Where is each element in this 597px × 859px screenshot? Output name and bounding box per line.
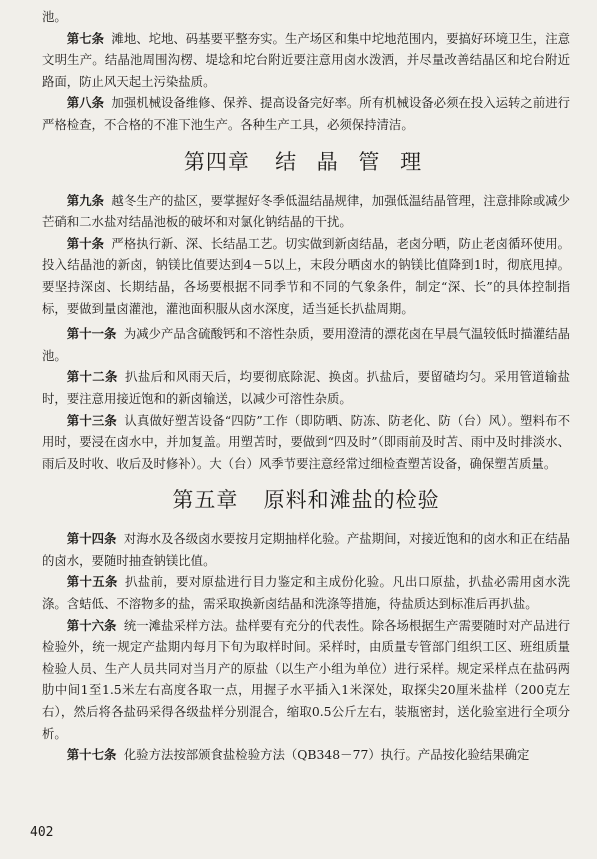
article-number: 第十六条 (66, 617, 117, 633)
article-text: 统一滩盐采样方法。盐样要有充分的代表性。除各场根据生产需要随时对产品进行检验外，统一规定产盐期内每月下旬为取样时间。采样时，由质量专管部门组织工区、班组质量检验人员、生产人员共同对当月产的原盐（以生产小组为单位）进行采样。规定采样点在盐码两肋中间1至1.5米左右高度各取一点，用握子水平插入1米深处，取探尖20厘米盐样（200克左右），然后将各盐码采得各级盐样分别混合，缩取0.5公斤左右，装瓶密封，送化验室进行全项分析。 (42, 617, 571, 741)
article-number: 第七条 (66, 30, 104, 46)
article-text: 滩地、坨地、码基要平整夯实。生产场区和集中坨地范围内，要搞好环境卫生，注意文明生产。结晶池周围沟楞、堤埝和坨台附近要注意用卤水泼洒，并尽量改善结晶区和坨台附近路面，防止风天起土污染盐质。 (42, 30, 571, 89)
chapter-title: 结 晶 管 理 (275, 149, 429, 174)
page-body (42, 6, 570, 766)
article-text: 对海水及各级卤水要按月定期抽样化验。产盐期间，对接近饱和的卤水和正在结晶的卤水，要随时抽查钠镁比值。 (42, 531, 571, 568)
article-text: 扒盐前，要对原盐进行目力鉴定和主成份化验。凡出口原盐，扒盐必需用卤水洗涤。含蛣低、不溶物多的盐，需采取换新卤结晶和洗涤等措施，待盐质达到标准后再扒盐。 (42, 574, 571, 612)
article-text: 严格执行新、深、长结晶工艺。切实做到新卤结晶，老卤分晒，防止老卤循环使用。投入结晶池的新卤，钠镁比值要达到4－5以上，末段分晒卤水的钠镁比值降到1时，彻底甩掉。要坚持深卤、长期结晶，各场要根据不同季节和不同的气象条件，制定“深、长”的具体控制指标，要做到量卤灌池，灌池面积服从卤水深度，适当延长扒盐周期。 (42, 235, 571, 316)
article-9 (42, 190, 570, 233)
article-number: 第十四条 (66, 531, 117, 547)
page-number: 402 (30, 825, 54, 840)
article-text: 加强机械设备维修、保养、提高设备完好率。所有机械设备必须在投入运转之前进行严格检查，不合格的不准下池生产。各种生产工具，必须保持清洁。 (42, 95, 571, 132)
chapter-5-heading (42, 484, 570, 514)
chapter-4-heading (42, 146, 570, 176)
article-number: 第十三条 (66, 412, 117, 428)
article-number: 第九条 (66, 192, 104, 208)
article-8 (42, 92, 570, 135)
article-number: 第十五条 (66, 574, 118, 590)
article-number: 第十条 (66, 235, 104, 251)
article-12 (42, 366, 570, 409)
article-number: 第八条 (66, 95, 104, 111)
article-13 (42, 410, 570, 475)
article-text: 化验方法按部颁食盐检验方法（QB348－77）执行。产品按化验结果确定 (123, 747, 530, 763)
article-number: 第十七条 (66, 747, 117, 763)
article-text: 越冬生产的盐区，要掌握好冬季低温结晶规律，加强低温结晶管理，注意排除或减少芒硝和二水盐对结晶池板的破坏和对氯化钠结晶的干扰。 (42, 192, 571, 230)
article-11 (42, 323, 570, 366)
chapter-number: 第五章 (172, 488, 239, 513)
chapter-number: 第四章 (183, 149, 250, 174)
article-17 (42, 744, 570, 766)
continued-text: 池。 (42, 9, 67, 24)
article-text: 认真做好塑苫设备“四防”工作（即防晒、防冻、防老化、防（台）风）。塑料布不用时，要浸在卤水中，并加复盖。用塑苫时，要做到“四及时”（即雨前及时苫、雨中及时排淡水、雨后及时收、收后及时修补）。大（台）风季节要注意经常过细检查塑苫设备，确保塑苫质量。 (42, 412, 571, 471)
article-10 (42, 233, 570, 319)
article-7 (42, 28, 570, 93)
article-15 (42, 571, 570, 614)
article-14 (42, 528, 570, 571)
article-number: 第十二条 (66, 369, 118, 385)
article-16 (42, 615, 570, 745)
chapter-title: 原料和滩盐的检验 (263, 488, 440, 513)
article-number: 第十一条 (66, 326, 117, 342)
article-text: 为减少产品含硫酸钙和不溶性杂质，要用澄清的漂花卤在早晨气温较低时描灌结晶池。 (42, 326, 571, 363)
article-text: 扒盐后和风雨天后，均要彻底除泥、换卤。扒盐后，要留碴均匀。采用管道输盐时，要注意用接近饱和的新卤输送，以减少可溶性杂质。 (42, 369, 571, 406)
